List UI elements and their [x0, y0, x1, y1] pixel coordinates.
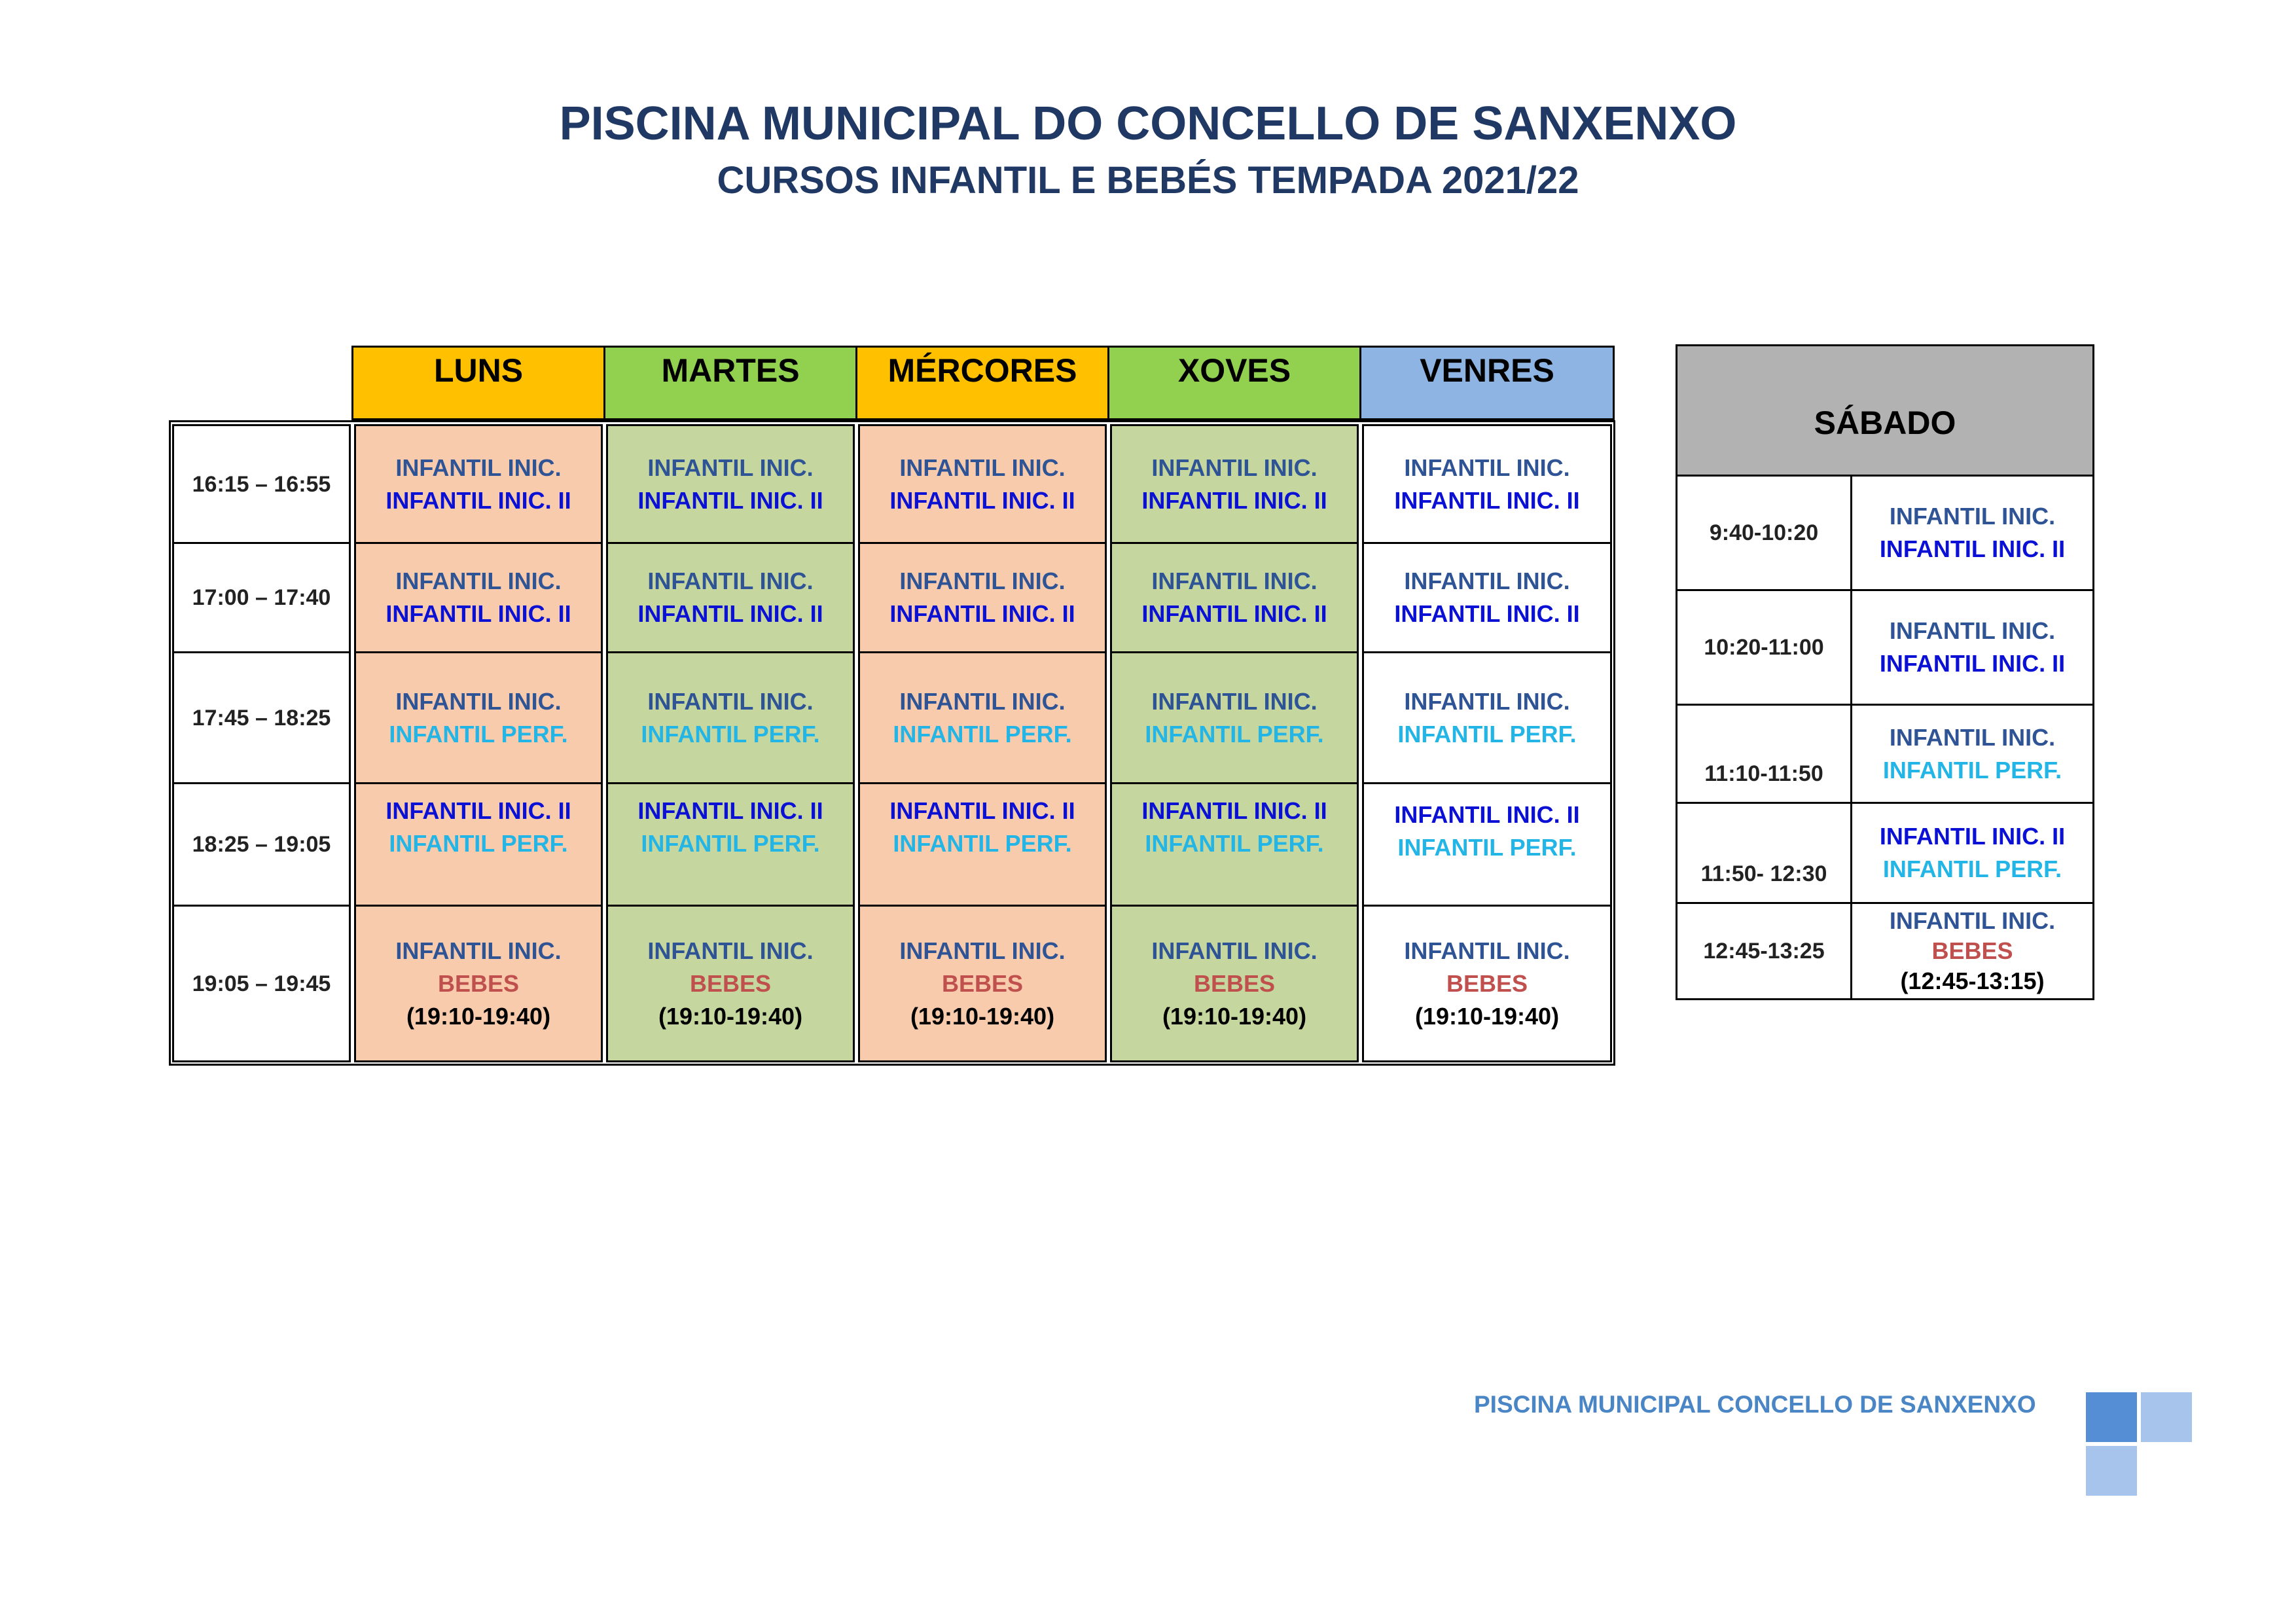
xoves-slot-1	[1110, 424, 1359, 544]
class-label: INFANTIL INIC.	[395, 454, 562, 481]
class-label: INFANTIL PERF.	[389, 830, 568, 857]
class-label: INFANTIL PERF.	[1397, 834, 1577, 861]
class-label: INFANTIL PERF.	[893, 720, 1072, 748]
venres-slot-3	[1362, 651, 1612, 784]
class-label: INFANTIL INIC. II	[1879, 823, 2066, 850]
saturday-slot-5	[1850, 902, 2094, 1000]
logo-square	[2086, 1392, 2137, 1442]
class-label: INFANTIL INIC. II	[637, 486, 823, 514]
saturday-time-1: 9:40-10:20	[1676, 475, 1852, 591]
class-label: INFANTIL INIC. II	[386, 486, 571, 514]
page-subtitle: CURSOS INFANTIL E BEBÉS TEMPADA 2021/22	[717, 159, 1579, 202]
martes-slot-1	[606, 424, 855, 544]
class-label: BEBES	[1446, 969, 1528, 997]
time-slot-5: 19:05 – 19:45	[172, 905, 351, 1062]
class-label: INFANTIL INIC.	[395, 687, 562, 715]
luns-slot-3	[354, 651, 603, 784]
saturday-time-3: 11:10-11:50	[1676, 704, 1852, 804]
class-label: INFANTIL INIC. II	[1394, 600, 1580, 627]
logo-square	[2141, 1392, 2192, 1442]
class-label: INFANTIL INIC. II	[1141, 486, 1327, 514]
class-label: BEBES	[689, 969, 772, 997]
saturday-slot-2	[1850, 589, 2094, 706]
class-label: INFANTIL PERF.	[1882, 856, 2062, 882]
day-header-mercores: MÉRCORES	[855, 346, 1109, 420]
class-label: INFANTIL INIC. II	[386, 600, 571, 627]
saturday-time-4: 11:50- 12:30	[1676, 802, 1852, 904]
class-label: INFANTIL INIC.	[899, 454, 1066, 481]
class-label: INFANTIL INIC.	[1404, 937, 1570, 964]
class-label: INFANTIL INIC. II	[1394, 486, 1580, 514]
luns-slot-2	[354, 542, 603, 653]
class-label: INFANTIL INIC.	[1151, 687, 1318, 715]
xoves-slot-5	[1110, 905, 1359, 1062]
mercores-slot-3	[858, 651, 1107, 784]
day-header-xoves: XOVES	[1107, 346, 1361, 420]
class-label: INFANTIL PERF.	[1882, 756, 2062, 784]
martes-slot-5	[606, 905, 855, 1062]
class-label: INFANTIL INIC. II	[1141, 600, 1327, 627]
venres-slot-4	[1362, 782, 1612, 907]
mercores-slot-2	[858, 542, 1107, 653]
class-label: INFANTIL INIC.	[1889, 503, 2056, 530]
mercores-slot-1	[858, 424, 1107, 544]
class-label: INFANTIL INIC.	[1151, 454, 1318, 481]
venres-slot-5	[1362, 905, 1612, 1062]
class-label: INFANTIL INIC.	[395, 568, 562, 594]
class-label: INFANTIL INIC.	[1404, 454, 1570, 481]
class-label: BEBES	[437, 969, 520, 997]
mercores-slot-4	[858, 782, 1107, 907]
mercores-slot-5	[858, 905, 1107, 1062]
class-label: INFANTIL PERF.	[1145, 830, 1324, 857]
luns-slot-4	[354, 782, 603, 907]
class-label: INFANTIL INIC.	[899, 937, 1066, 964]
footer-text: PISCINA MUNICIPAL CONCELLO DE SANXENXO	[1474, 1391, 2036, 1418]
class-label: INFANTIL PERF.	[641, 720, 820, 748]
luns-slot-1	[354, 424, 603, 544]
class-label: BEBES	[1931, 937, 2013, 964]
class-hours: (19:10-19:40)	[1162, 1002, 1307, 1030]
class-label: INFANTIL INIC.	[899, 568, 1066, 594]
class-label: INFANTIL INIC. II	[637, 600, 823, 627]
saturday-slot-1	[1850, 475, 2094, 591]
time-slot-4: 18:25 – 19:05	[172, 782, 351, 907]
day-header-venres: VENRES	[1359, 346, 1615, 420]
class-label: INFANTIL INIC.	[647, 454, 814, 481]
class-label: INFANTIL INIC. II	[1394, 801, 1580, 828]
class-label: BEBES	[941, 969, 1024, 997]
class-label: INFANTIL INIC. II	[1879, 535, 2066, 562]
day-header-martes: MARTES	[603, 346, 857, 420]
saturday-time-5: 12:45-13:25	[1676, 902, 1852, 1000]
class-label: INFANTIL INIC.	[1404, 687, 1570, 715]
class-hours: (12:45-13:15)	[1900, 967, 2045, 994]
class-hours: (19:10-19:40)	[658, 1002, 803, 1030]
class-label: INFANTIL INIC. II	[386, 797, 571, 824]
class-label: INFANTIL INIC.	[647, 937, 814, 964]
day-header-luns: LUNS	[351, 346, 605, 420]
martes-slot-3	[606, 651, 855, 784]
time-slot-1: 16:15 – 16:55	[172, 424, 351, 544]
venres-slot-1	[1362, 424, 1612, 544]
class-hours: (19:10-19:40)	[406, 1002, 551, 1030]
class-label: INFANTIL INIC.	[1151, 568, 1318, 594]
class-label: INFANTIL INIC. II	[637, 797, 823, 824]
class-label: INFANTIL INIC.	[899, 687, 1066, 715]
class-label: INFANTIL PERF.	[893, 830, 1072, 857]
time-slot-3: 17:45 – 18:25	[172, 651, 351, 784]
saturday-slot-4	[1850, 802, 2094, 904]
saturday-header: SÁBADO	[1676, 344, 2094, 477]
class-label: INFANTIL INIC. II	[1141, 797, 1327, 824]
class-hours: (19:10-19:40)	[1414, 1002, 1560, 1030]
martes-slot-4	[606, 782, 855, 907]
class-hours: (19:10-19:40)	[910, 1002, 1055, 1030]
class-label: INFANTIL INIC.	[395, 937, 562, 964]
saturday-time-2: 10:20-11:00	[1676, 589, 1852, 706]
class-label: INFANTIL INIC.	[647, 687, 814, 715]
xoves-slot-4	[1110, 782, 1359, 907]
class-label: INFANTIL PERF.	[389, 720, 568, 748]
xoves-slot-2	[1110, 542, 1359, 653]
class-label: INFANTIL INIC.	[1889, 907, 2056, 934]
time-slot-2: 17:00 – 17:40	[172, 542, 351, 653]
class-label: INFANTIL PERF.	[641, 830, 820, 857]
martes-slot-2	[606, 542, 855, 653]
saturday-slot-3	[1850, 704, 2094, 804]
class-label: INFANTIL PERF.	[1145, 720, 1324, 748]
page-title: PISCINA MUNICIPAL DO CONCELLO DE SANXENXO	[559, 98, 1737, 150]
luns-slot-5	[354, 905, 603, 1062]
class-label: INFANTIL INIC.	[1889, 723, 2056, 751]
class-label: INFANTIL INIC. II	[889, 600, 1075, 627]
logo-square	[2086, 1446, 2137, 1496]
class-label: INFANTIL INIC.	[1889, 617, 2056, 644]
class-label: INFANTIL PERF.	[1397, 720, 1577, 748]
class-label: INFANTIL INIC. II	[889, 797, 1075, 824]
class-label: INFANTIL INIC.	[647, 568, 814, 594]
venres-slot-2	[1362, 542, 1612, 653]
class-label: INFANTIL INIC.	[1404, 568, 1570, 594]
xoves-slot-3	[1110, 651, 1359, 784]
class-label: INFANTIL INIC. II	[889, 486, 1075, 514]
class-label: INFANTIL INIC. II	[1879, 650, 2066, 677]
class-label: BEBES	[1193, 969, 1276, 997]
class-label: INFANTIL INIC.	[1151, 937, 1318, 964]
